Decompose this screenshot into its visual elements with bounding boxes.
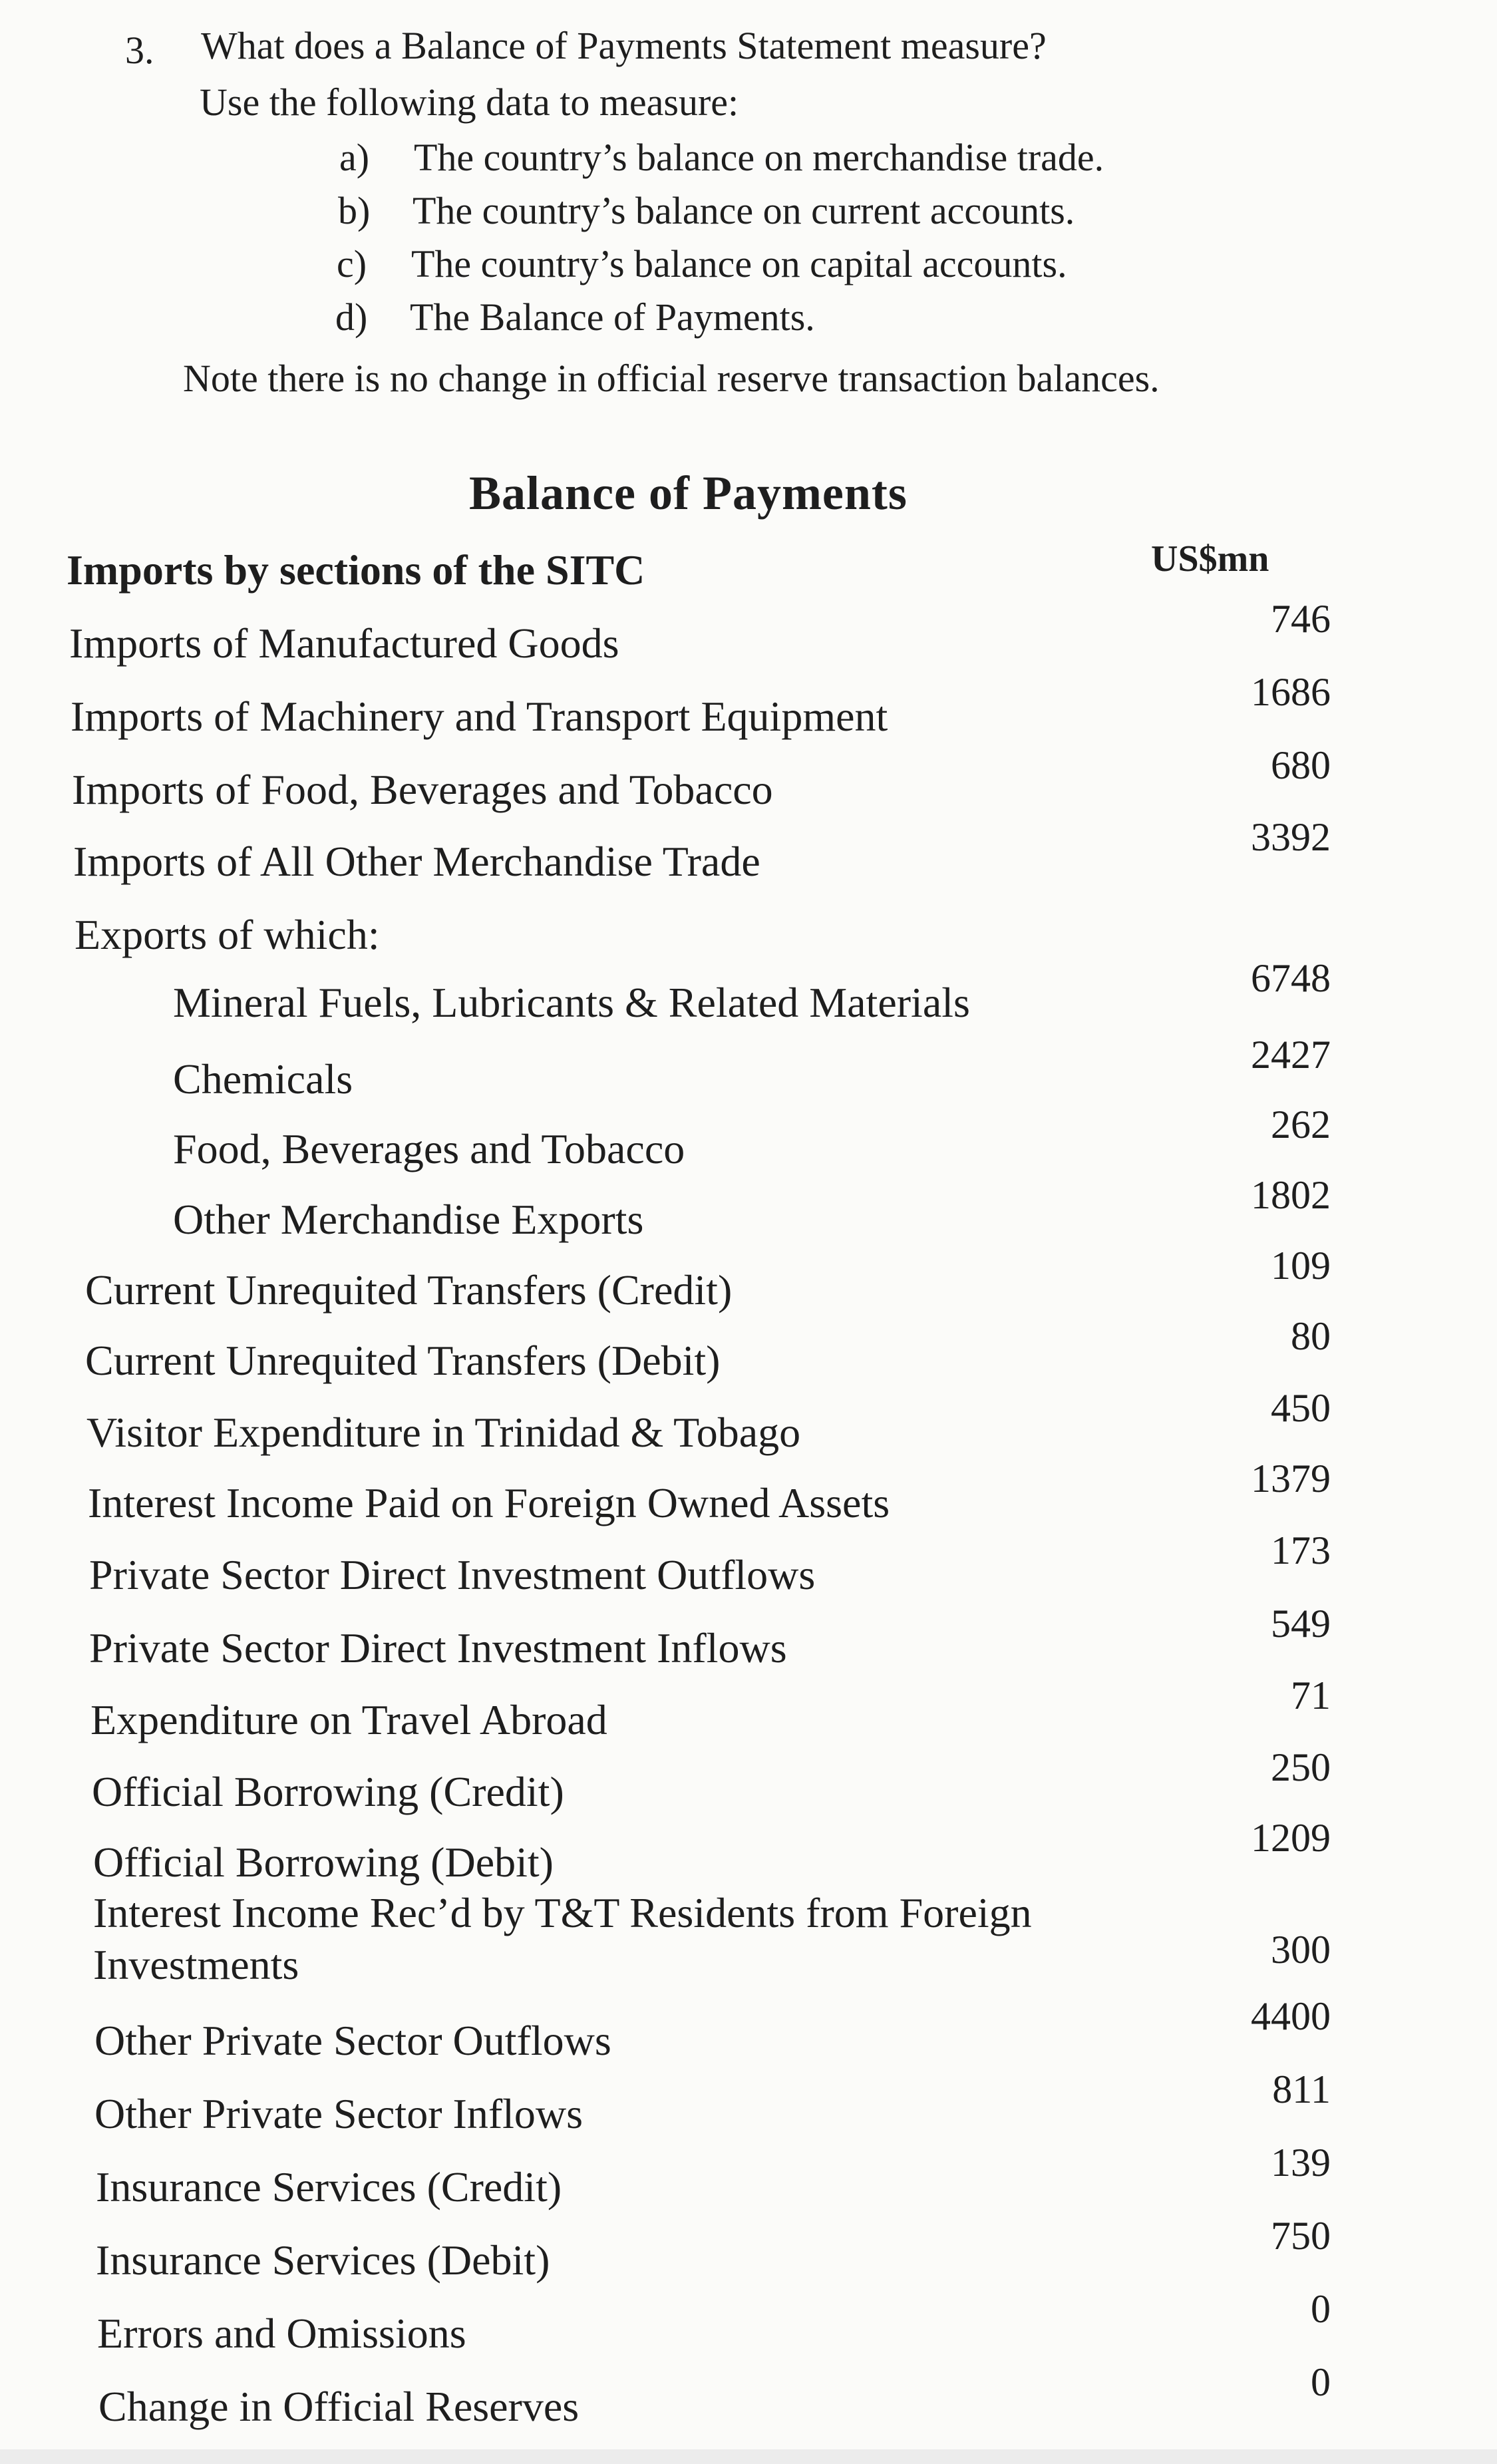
row-label: Imports of Machinery and Transport Equipment: [71, 693, 888, 740]
row-value: 80: [1291, 1314, 1331, 1358]
subpart-b: [338, 188, 1075, 233]
subpart-d: [335, 295, 815, 339]
row-label: Change in Official Reserves: [98, 2383, 580, 2430]
table-row: [0, 2141, 1497, 2216]
table-row: [0, 1033, 1497, 1108]
table-row: [0, 1314, 1497, 1389]
page-edge: [0, 2449, 1497, 2464]
row-label: Imports of All Other Merchandise Trade: [73, 838, 760, 885]
row-label: Errors and Omissions: [97, 2310, 466, 2357]
subpart-text: The country’s balance on current accounts.: [413, 189, 1075, 232]
row-label: Imports of Food, Beverages and Tobacco: [72, 766, 773, 813]
row-value: 750: [1271, 2214, 1331, 2258]
row-label: Private Sector Direct Investment Outflows: [89, 1551, 816, 1598]
question-note: Note there is no change in official reserve transaction balances.: [183, 357, 1160, 400]
row-label: Food, Beverages and Tobacco: [173, 1125, 685, 1172]
row-value: 1686: [1251, 670, 1331, 714]
row-label: Insurance Services (Debit): [96, 2236, 550, 2284]
table-row: [0, 1173, 1497, 1248]
table-row: [0, 597, 1497, 672]
row-value: 139: [1271, 2141, 1331, 2185]
subpart-a: [339, 135, 1104, 180]
subpart-text: The country’s balance on capital accounts.: [411, 242, 1067, 285]
row-label: Imports by sections of the SITC: [67, 546, 645, 594]
row-value: 3392: [1251, 815, 1331, 859]
table-row: [0, 1244, 1497, 1319]
table-row: [0, 670, 1497, 745]
table-title: Balance of Payments: [469, 466, 908, 520]
row-value: 0: [1311, 2287, 1331, 2331]
subpart-letter: c): [337, 242, 367, 285]
row-value: 262: [1271, 1103, 1331, 1146]
question-number: 3.: [125, 29, 154, 72]
row-label: Expenditure on Travel Abroad: [90, 1696, 607, 1743]
table-row: [0, 1602, 1497, 1677]
row-label: Interest Income Paid on Foreign Owned Assets: [88, 1479, 890, 1526]
table-row: [0, 2287, 1497, 2362]
table-row: [0, 1673, 1497, 1749]
row-value: 1802: [1251, 1173, 1331, 1217]
row-label: Private Sector Direct Investment Inflows: [89, 1624, 787, 1672]
row-value: 1379: [1251, 1457, 1331, 1500]
row-value: 250: [1271, 1745, 1331, 1789]
row-value: 1209: [1251, 1816, 1331, 1860]
row-label: Interest Income Rec’d by T&T Residents from Foreign Investments: [93, 1889, 1032, 1988]
row-value: 6748: [1251, 956, 1331, 1000]
table-row: [0, 1528, 1497, 1604]
row-label: Visitor Expenditure in Trinidad & Tobago: [86, 1409, 801, 1456]
row-value: 680: [1271, 743, 1331, 787]
subpart-letter: b): [338, 189, 371, 232]
units-header: US$mn: [1151, 538, 1269, 580]
row-label: Current Unrequited Transfers (Debit): [85, 1337, 721, 1384]
row-value: 173: [1271, 1528, 1331, 1572]
table-row: [0, 1457, 1497, 1532]
table-row: [0, 2067, 1497, 2143]
row-value: 4400: [1251, 1994, 1331, 2038]
subpart-text: The Balance of Payments.: [410, 295, 815, 339]
row-value: 71: [1291, 1673, 1331, 1717]
question-text: What does a Balance of Payments Statement measure?: [201, 24, 1047, 67]
row-value: 450: [1271, 1386, 1331, 1430]
row-label: Insurance Services (Credit): [96, 2163, 562, 2210]
table-row: [0, 956, 1497, 1031]
row-label: Official Borrowing (Credit): [92, 1768, 564, 1815]
question-instruction: Use the following data to measure:: [200, 81, 739, 124]
row-value: 549: [1271, 1602, 1331, 1646]
table-row: [0, 546, 1497, 599]
row-label: Exports of which:: [75, 911, 380, 958]
table-row: [0, 2360, 1497, 2435]
row-label: Other Private Sector Outflows: [94, 2017, 611, 2064]
row-label: Other Merchandise Exports: [173, 1196, 644, 1243]
row-value: 109: [1271, 1244, 1331, 1288]
row-value: 811: [1272, 2067, 1331, 2111]
row-label: Imports of Manufactured Goods: [69, 619, 619, 667]
row-label: Chemicals: [173, 1055, 353, 1103]
row-label: Other Private Sector Inflows: [94, 2090, 583, 2137]
row-value: 0: [1311, 2360, 1331, 2404]
row-label: Official Borrowing (Debit): [93, 1839, 554, 1886]
table-row: [0, 1887, 1497, 1994]
row-label: Mineral Fuels, Lubricants & Related Materials: [173, 979, 970, 1026]
row-label: Current Unrequited Transfers (Credit): [85, 1266, 733, 1314]
subpart-text: The country’s balance on merchandise trade.: [414, 136, 1104, 179]
table-row: [0, 2214, 1497, 2289]
table-row: [0, 743, 1497, 818]
table-row: [0, 1745, 1497, 1821]
row-value: 300: [1271, 1928, 1331, 1972]
subpart-letter: a): [339, 136, 370, 179]
table-row: [0, 1386, 1497, 1461]
table-row: [0, 1994, 1497, 2069]
subpart-letter: d): [335, 295, 368, 339]
row-value: 2427: [1251, 1033, 1331, 1077]
table-row: [0, 1103, 1497, 1178]
table-row: [0, 1816, 1497, 1891]
row-value: 746: [1271, 597, 1331, 641]
table-row: [0, 815, 1497, 890]
subpart-c: [337, 242, 1067, 286]
